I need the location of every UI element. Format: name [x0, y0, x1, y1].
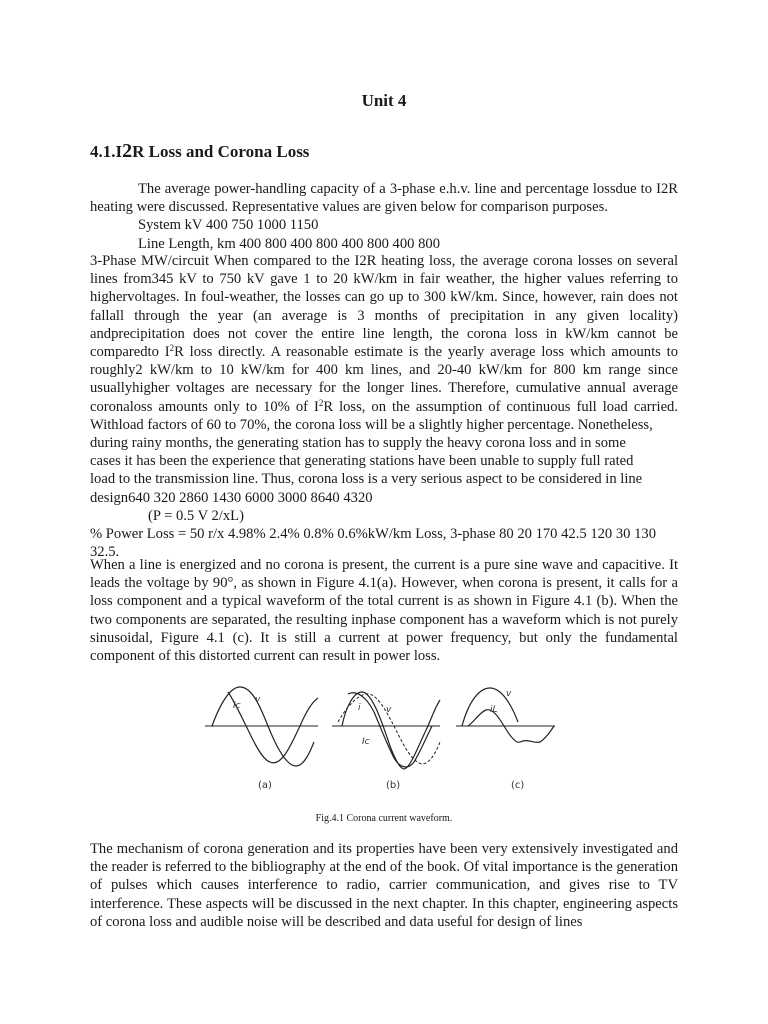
- superscript-2a: 2: [169, 343, 175, 354]
- mechanism-block: [90, 840, 678, 931]
- unit-title: Unit 4: [361, 91, 407, 110]
- section-title: [90, 140, 309, 163]
- corona-loss-block: [90, 252, 678, 561]
- waveform-block: [90, 556, 678, 665]
- panel-a-voltage-curve: [228, 692, 318, 763]
- panel-b-i-symbol: i: [358, 703, 361, 713]
- corona-loss-tail-3: load to the transmission line. Thus, corona loss is a very serious aspect to be considered in line: [90, 471, 643, 488]
- mechanism-paragraph: The mechanism of corona generation and its properties have been very extensively investigated and the reader is referred to the bibliography at the end of the book. Of vital importance is the generation of pulses which causes interference to radio, carrier communication, and gives rise to TV interference. These aspects will be discussed in the next chapter. In this chapter, engineering aspects of corona loss and audible noise will be described and data useful for design of lines: [90, 841, 678, 930]
- panel-b-v-symbol: v: [386, 705, 392, 715]
- panel-c-il-symbol: iL: [490, 705, 498, 715]
- panel-c: [456, 688, 555, 791]
- intro-block: [90, 180, 678, 253]
- panel-a-label: (a): [258, 780, 272, 791]
- panel-a: [205, 687, 318, 791]
- corona-loss-text-3: R loss, on the assumption of continuous full load carried. Withload factors of 60 to 70%, the corona loss will be a slightly higher percentage. Nonetheless,: [90, 398, 678, 433]
- panel-b-label: (b): [386, 780, 401, 791]
- panel-b-ic-symbol: Ic: [362, 737, 370, 747]
- panel-b-voltage-curve: [348, 693, 432, 767]
- corona-loss-tail-4: design640 320 2860 1430 6000 3000 8640 4320: [90, 489, 373, 506]
- panel-b-total-current-curve: [342, 692, 440, 769]
- corona-loss-text-2: R loss directly. A reasonable estimate is the yearly average loss which amounts to roughly2 kW/km to 10 kW/km for 400 km lines, and 20-40 kW/km for 800 km range since usuallyhigher voltages are necessary for the longer lines. Therefore, cumulative annual average coronaloss amounts only to 10% of I: [90, 344, 678, 415]
- intro-paragraph: The average power-handling capacity of a 3-phase e.h.v. line and percentage lossdue to I2R heating were discussed. Representative values are given below for comparison purposes.: [90, 181, 678, 216]
- corona-loss-text-1: 3-Phase MW/circuit When compared to the I2R heating loss, the average corona losses on several lines from345 kV to 750 kV gave 1 to 20 kW/km in fair weather, the higher values referring to highervoltages. In foul-weather, the losses can go up to 300 kW/km. Since, however, rain does not fallall through the year (an average is 3 months of precipitation in any given locality) andprecipitation does not cover the entire line length, the corona loss in kW/km cannot be comparedto I: [90, 253, 678, 361]
- corona-loss-tail-1: during rainy months, the generating station has to supply the heavy corona loss and in some: [90, 435, 626, 452]
- section-title-text: R Loss and Corona Loss: [132, 142, 310, 161]
- panel-b: [332, 692, 440, 791]
- line-length-row: Line Length, km 400 800 400 800 400 800 400 800: [138, 235, 440, 252]
- corona-waveform-figure: [200, 682, 560, 794]
- panel-a-v-symbol: v: [255, 695, 261, 705]
- power-loss-line: % Power Loss = 50 r/x 4.98% 2.4% 0.8% 0.6%kW/km Loss, 3-phase 80 20 170 42.5 120 30 130 32.5.: [90, 526, 656, 561]
- panel-a-ic-symbol: Ic: [233, 701, 241, 711]
- section-big-char: 2: [122, 140, 133, 162]
- corona-loss-tail-2: cases it has been the experience that generating stations have been unable to supply full rated: [90, 453, 634, 470]
- figure-caption: Fig.4.1 Corona current waveform.: [315, 813, 453, 824]
- formula-line: (P = 0.5 V 2/xL): [148, 507, 244, 524]
- superscript-2b: 2: [318, 397, 324, 408]
- corona-loss-paragraph: [90, 252, 678, 434]
- panel-c-label: (c): [511, 780, 525, 791]
- panel-c-v-symbol: v: [506, 689, 512, 699]
- section-number: 4.1.I: [90, 142, 123, 161]
- system-kv-row: System kV 400 750 1000 1150: [138, 217, 319, 234]
- waveform-paragraph: When a line is energized and no corona is present, the current is a pure sine wave and capacitive. It leads the voltage by 90°, as shown in Figure 4.1(a). However, when corona is present, it calls for a loss component and a typical waveform of the total current is as shown in Figure 4.1 (b). When the two components are separated, the resulting inphase component has a waveform which is not purely sinusoidal, Figure 4.1 (c). It is still a current at power frequency, but only the fundamental component of this distorted current can result in power loss.: [90, 557, 678, 665]
